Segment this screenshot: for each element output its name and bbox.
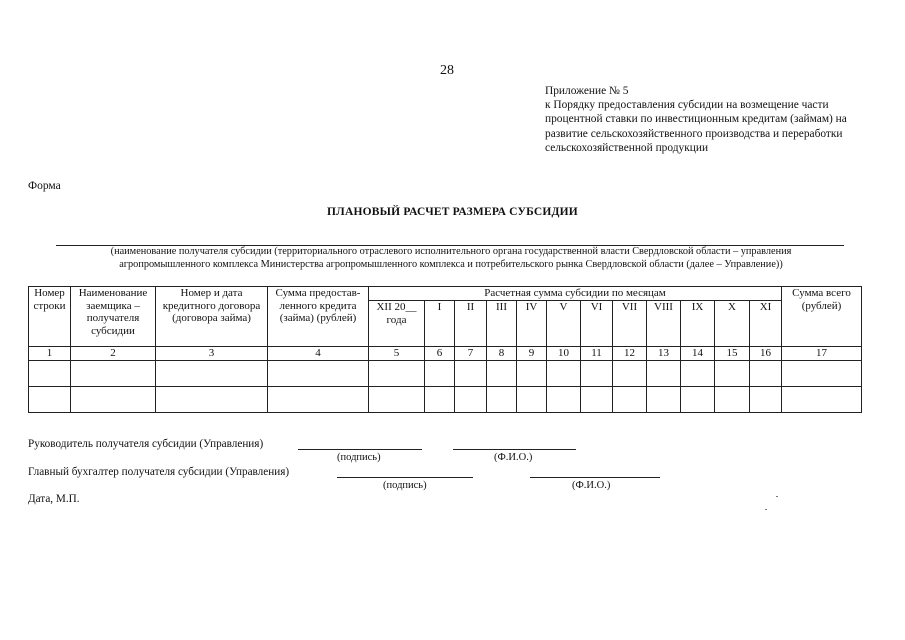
table-cell[interactable]	[71, 361, 156, 387]
table-cell[interactable]	[455, 387, 487, 413]
appendix-block	[545, 84, 880, 155]
table-cell[interactable]	[547, 387, 581, 413]
header-agreement: Номер и дата кредитного договора (договора займа)	[156, 287, 268, 347]
column-number: 8	[487, 347, 517, 361]
table-cell[interactable]	[715, 361, 750, 387]
table-cell[interactable]	[647, 361, 681, 387]
column-number: 5	[369, 347, 425, 361]
header-row-number: Номер строки	[29, 287, 71, 347]
table-cell[interactable]	[71, 387, 156, 413]
header-year: XII 20__ года	[369, 301, 425, 347]
table-cell[interactable]	[681, 361, 715, 387]
table-cell[interactable]	[268, 387, 369, 413]
table-cell[interactable]	[517, 361, 547, 387]
column-number: 17	[782, 347, 862, 361]
header-month: VI	[581, 301, 613, 347]
table-cell[interactable]	[581, 361, 613, 387]
column-number: 3	[156, 347, 268, 361]
document-title: ПЛАНОВЫЙ РАСЧЕТ РАЗМЕРА СУБСИДИИ	[327, 206, 578, 218]
table-cell[interactable]	[715, 387, 750, 413]
column-number: 9	[517, 347, 547, 361]
table-cell[interactable]	[455, 361, 487, 387]
table-cell[interactable]	[29, 387, 71, 413]
table-cell[interactable]	[581, 387, 613, 413]
header-borrower: Наименование заемщика – получателя субсидии	[71, 287, 156, 347]
table-cell[interactable]	[487, 387, 517, 413]
table-cell[interactable]	[29, 361, 71, 387]
appendix-line: развитие сельскохозяйственного производства и переработки	[545, 127, 843, 140]
recipient-caption-line: (наименование получателя субсидии (территориального отраслевого исполнительного органа государственной власти Свердловской области – управления	[110, 246, 792, 257]
table-cell[interactable]	[156, 387, 268, 413]
table-row	[29, 361, 862, 387]
appendix-line: к Порядку предоставления субсидии на возмещение части	[545, 99, 829, 112]
date-stamp-label: Дата, М.П.	[28, 493, 80, 505]
header-month: IV	[517, 301, 547, 347]
table-cell[interactable]	[613, 387, 647, 413]
column-number: 11	[581, 347, 613, 361]
header-month: III	[487, 301, 517, 347]
head-name-caption: (Ф.И.О.)	[494, 452, 533, 463]
table-cell[interactable]	[547, 361, 581, 387]
column-number: 6	[425, 347, 455, 361]
table-cell[interactable]	[425, 361, 455, 387]
header-month: II	[455, 301, 487, 347]
table-cell[interactable]	[487, 361, 517, 387]
accountant-name-caption: (Ф.И.О.)	[572, 480, 611, 491]
table-cell[interactable]	[425, 387, 455, 413]
table-cell[interactable]	[782, 387, 862, 413]
table-cell[interactable]	[681, 387, 715, 413]
table-cell[interactable]	[647, 387, 681, 413]
recipient-caption-line: агропромышленного комплекса Министерства агропромышленного комплекса и потребительского рынка Свердловской области (далее – Управление))	[119, 258, 783, 270]
accountant-name-line[interactable]	[530, 477, 660, 478]
header-month: I	[425, 301, 455, 347]
table-cell[interactable]	[517, 387, 547, 413]
header-month: VII	[613, 301, 647, 347]
header-month: X	[715, 301, 750, 347]
header-loan-amount: Сумма предостав- ленного кредита (займа) (рублей)	[268, 287, 369, 347]
subsidy-calculation-table	[28, 286, 862, 413]
header-month: XI	[750, 301, 782, 347]
appendix-line: процентной ставки по инвестиционным кредитам (займам) на	[545, 113, 847, 126]
table-cell[interactable]	[782, 361, 862, 387]
recipient-caption	[56, 246, 846, 271]
table-cell[interactable]	[156, 361, 268, 387]
accountant-signature-label: Главный бухгалтер получателя субсидии (Управления)	[28, 466, 290, 478]
header-month: V	[547, 301, 581, 347]
appendix-title: Приложение № 5	[545, 85, 629, 97]
column-number: 2	[71, 347, 156, 361]
header-month: VIII	[647, 301, 681, 347]
table-cell[interactable]	[750, 361, 782, 387]
scan-speck	[765, 509, 767, 510]
column-number: 10	[547, 347, 581, 361]
table-row	[29, 387, 862, 413]
column-number-row	[29, 347, 862, 361]
column-number: 13	[647, 347, 681, 361]
column-number: 4	[268, 347, 369, 361]
column-number: 7	[455, 347, 487, 361]
header-month: IX	[681, 301, 715, 347]
table-cell[interactable]	[613, 361, 647, 387]
head-signature-caption: (подпись)	[337, 452, 381, 463]
table-cell[interactable]	[268, 361, 369, 387]
head-signature-label: Руководитель получателя субсидии (Управления)	[28, 438, 264, 450]
table-cell[interactable]	[369, 387, 425, 413]
form-label: Форма	[28, 180, 61, 192]
table-cell[interactable]	[369, 361, 425, 387]
table-cell[interactable]	[750, 387, 782, 413]
header-total: Сумма всего (рублей)	[782, 287, 862, 347]
column-number: 1	[29, 347, 71, 361]
column-number: 12	[613, 347, 647, 361]
accountant-signature-caption: (подпись)	[383, 480, 427, 491]
head-signature-line[interactable]	[298, 449, 422, 450]
header-monthly-group: Расчетная сумма субсидии по месяцам	[369, 287, 782, 301]
head-name-line[interactable]	[453, 449, 576, 450]
accountant-signature-line[interactable]	[337, 477, 473, 478]
column-number: 14	[681, 347, 715, 361]
scan-speck	[776, 496, 778, 497]
column-number: 15	[715, 347, 750, 361]
column-number: 16	[750, 347, 782, 361]
appendix-line: сельскохозяйственной продукции	[545, 141, 709, 154]
page-number: 28	[440, 63, 454, 78]
